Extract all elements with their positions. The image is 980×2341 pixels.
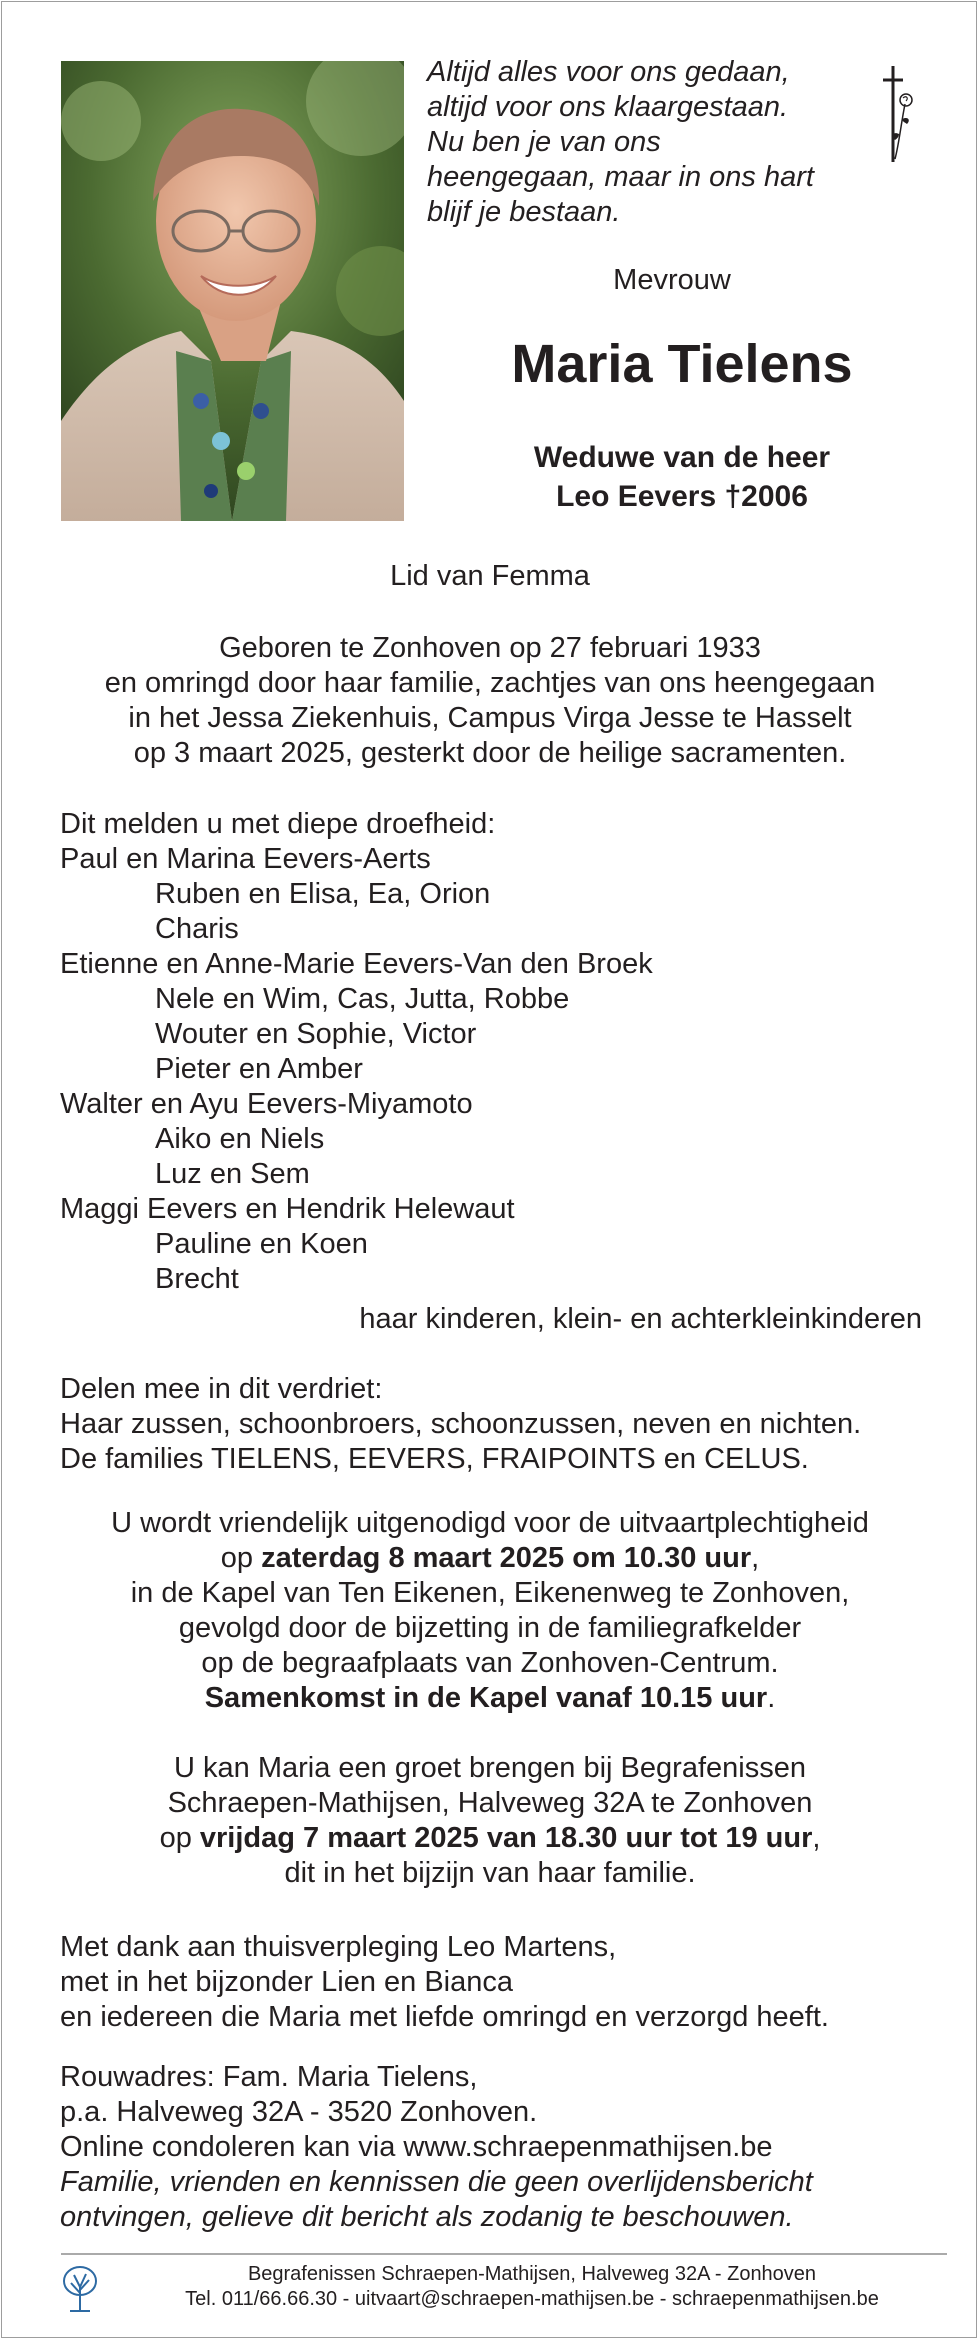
- funeral-home-footer: [102, 2262, 962, 2312]
- family-parents: Etienne en Anne-Marie Eevers-Van den Broek: [60, 948, 653, 980]
- notice-line: ontvingen, gelieve dit bericht als zodanig te beschouwen.: [60, 2201, 794, 2233]
- family-parents: Paul en Marina Eevers-Aerts: [60, 843, 431, 875]
- sharing-line: Haar zussen, schoonbroers, schoonzussen, neven en nichten.: [60, 1408, 862, 1440]
- thanks-line: en iedereen die Maria met liefde omringd en verzorgd heeft.: [60, 2001, 829, 2033]
- birth-line: en omringd door haar familie, zachtjes van ons heengegaan: [104, 667, 876, 699]
- funeral-date-suffix: ,: [751, 1542, 760, 1574]
- funeral-invitation: [2, 1506, 978, 1716]
- spouse-line-2: Leo Eevers †2006: [556, 480, 808, 513]
- condolence-link[interactable]: Online condoleren kan via www.schraepenmathijsen.be: [60, 2131, 773, 2163]
- family-child: Luz en Sem: [155, 1158, 310, 1190]
- visitation-line: Schraepen-Mathijsen, Halveweg 32A te Zonhoven: [167, 1787, 813, 1819]
- visitation-line: U kan Maria een groet brengen bij Begrafenissen: [174, 1752, 806, 1784]
- notice-line: Familie, vrienden en kennissen die geen overlijdensbericht: [60, 2166, 813, 2198]
- funeral-line: gevolgd door de bijzetting in de familiegrafkelder: [178, 1612, 802, 1644]
- footer-line-1: Begrafenissen Schraepen-Mathijsen, Halveweg 32A - Zonhoven: [247, 2263, 817, 2285]
- funeral-line: U wordt vriendelijk uitgenodigd voor de uitvaartplechtigheid: [111, 1507, 869, 1539]
- footer-line-2[interactable]: Tel. 011/66.66.30 - uitvaart@schraepen-mathijsen.be - schraepenmathijsen.be: [185, 2288, 879, 2310]
- portrait-illustration: [61, 61, 404, 521]
- address-line: p.a. Halveweg 32A - 3520 Zonhoven.: [60, 2096, 538, 2128]
- visitation-block: [2, 1751, 978, 1891]
- family-child: Pauline en Koen: [155, 1228, 368, 1260]
- family-child: Charis: [155, 913, 239, 945]
- gathering-line: [2, 1681, 978, 1716]
- obituary-card: [1, 1, 977, 2338]
- mourners-list: [60, 807, 960, 1297]
- family-child: Nele en Wim, Cas, Jutta, Robbe: [155, 983, 570, 1015]
- deceased-name: Maria Tielens: [511, 334, 853, 394]
- poem-line: Nu ben je van ons: [427, 126, 661, 158]
- visitation-line: dit in het bijzijn van haar familie.: [284, 1857, 696, 1889]
- poem-line: heengegaan, maar in ons hart: [427, 161, 814, 193]
- membership: Lid van Femma: [390, 560, 590, 592]
- title-prefix: Mevrouw: [613, 264, 731, 296]
- family-child: Aiko en Niels: [155, 1123, 325, 1155]
- tree-logo-icon: [60, 2265, 100, 2313]
- sharing-line: De families TIELENS, EEVERS, FRAIPOINTS en CELUS.: [60, 1443, 809, 1475]
- mourners-intro: Dit melden u met diepe droefheid:: [60, 808, 496, 840]
- family-child: Ruben en Elisa, Ea, Orion: [155, 878, 491, 910]
- portrait-photo: [61, 61, 404, 521]
- visitation-date: vrijdag 7 maart 2025 van 18.30 uur tot 19 uur: [199, 1822, 813, 1854]
- sharing-block: [60, 1372, 960, 1477]
- visitation-date-line: [2, 1821, 978, 1856]
- birth-announcement: [2, 631, 978, 771]
- birth-line: Geboren te Zonhoven op 27 februari 1933: [219, 632, 761, 664]
- funeral-line: op de begraafplaats van Zonhoven-Centrum.: [201, 1647, 779, 1679]
- funeral-date-prefix: op: [220, 1542, 262, 1574]
- family-child: Pieter en Amber: [155, 1053, 363, 1085]
- funeral-date-line: [2, 1541, 978, 1576]
- address-line: Rouwadres: Fam. Maria Tielens,: [60, 2061, 478, 2093]
- poem-line: Altijd alles voor ons gedaan,: [427, 56, 790, 88]
- funeral-line: in de Kapel van Ten Eikenen, Eikenenweg te Zonhoven,: [130, 1577, 850, 1609]
- visitation-date-suffix: ,: [812, 1822, 821, 1854]
- family-parents: Maggi Eevers en Hendrik Helewaut: [60, 1193, 515, 1225]
- birth-line: in het Jessa Ziekenhuis, Campus Virga Jesse te Hasselt: [128, 702, 852, 734]
- thanks-line: met in het bijzonder Lien en Bianca: [60, 1966, 514, 1998]
- visitation-date-prefix: op: [159, 1822, 200, 1854]
- poem-line: blijf je bestaan.: [427, 196, 621, 228]
- birth-line: op 3 maart 2025, gesterkt door de heilige sacramenten.: [133, 737, 847, 769]
- gathering-suffix: .: [767, 1682, 776, 1714]
- address-block: [60, 2060, 960, 2235]
- cross-with-rose-icon: [875, 64, 925, 164]
- thanks-block: [60, 1930, 960, 2035]
- gathering-time: Samenkomst in de Kapel vanaf 10.15 uur: [204, 1682, 768, 1714]
- poem-line: altijd voor ons klaargestaan.: [427, 91, 789, 123]
- family-child: Brecht: [155, 1263, 239, 1295]
- footer-divider: [61, 2253, 947, 2255]
- thanks-line: Met dank aan thuisverpleging Leo Martens,: [60, 1931, 617, 1963]
- sharing-line: Delen mee in dit verdriet:: [60, 1373, 383, 1405]
- spouse-line-1: Weduwe van de heer: [533, 441, 831, 474]
- family-parents: Walter en Ayu Eevers-Miyamoto: [60, 1088, 473, 1120]
- funeral-date: zaterdag 8 maart 2025 om 10.30 uur: [261, 1542, 752, 1574]
- mourners-closing: haar kinderen, klein- en achterkleinkinderen: [359, 1303, 922, 1335]
- poem: [427, 55, 857, 230]
- family-child: Wouter en Sophie, Victor: [155, 1018, 477, 1050]
